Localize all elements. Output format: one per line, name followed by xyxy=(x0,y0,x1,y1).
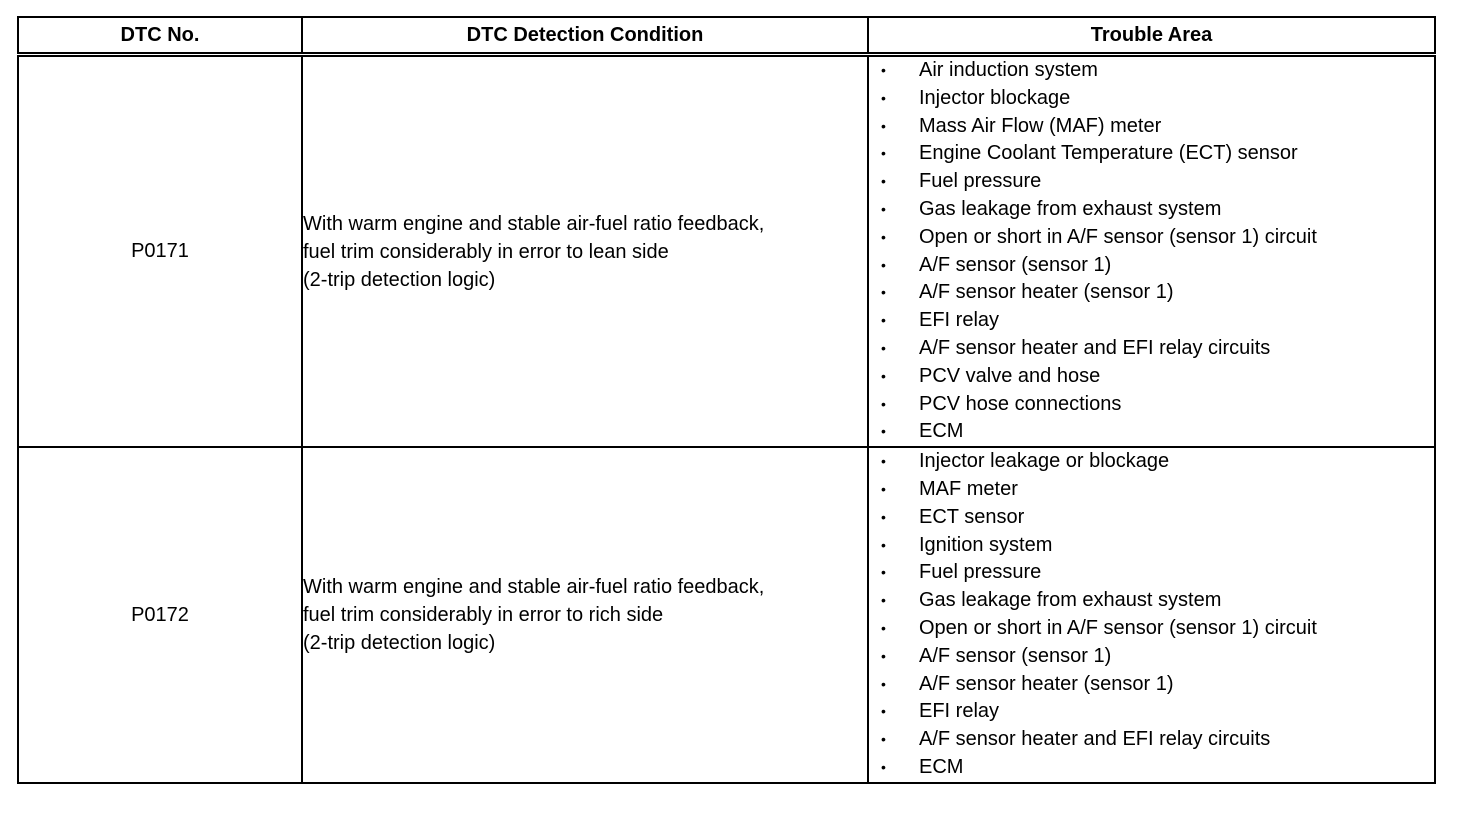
bullet-icon: • xyxy=(881,62,886,78)
condition-line: With warm engine and stable air-fuel ratio feedback, xyxy=(303,576,765,599)
condition-line: fuel trim considerably in error to rich side xyxy=(303,604,664,627)
bullet-icon: • xyxy=(881,367,886,384)
list-item-text: Ignition system xyxy=(919,533,1053,556)
detection-condition xyxy=(302,447,868,783)
bullet-icon: • xyxy=(881,117,886,134)
list-item xyxy=(869,196,1434,224)
list-item-text: Open or short in A/F sensor (sensor 1) circuit xyxy=(919,225,1317,248)
dtc-code: P0171 xyxy=(18,55,302,448)
list-item-text: Injector leakage or blockage xyxy=(919,450,1170,473)
list-item xyxy=(869,559,1434,587)
list-item xyxy=(869,532,1434,560)
bullet-icon: • xyxy=(881,675,886,692)
header-dtc-no: DTC No. xyxy=(18,17,302,55)
list-item-text: A/F sensor heater (sensor 1) xyxy=(919,672,1174,695)
bullet-icon: • xyxy=(881,536,886,553)
table-header xyxy=(18,17,1435,55)
list-item xyxy=(869,476,1434,504)
list-item xyxy=(869,279,1434,307)
bullet-icon: • xyxy=(881,703,886,720)
list-item xyxy=(869,252,1434,280)
list-item xyxy=(869,726,1434,754)
list-item-text: EFI relay xyxy=(919,309,1000,332)
list-item-text: A/F sensor heater (sensor 1) xyxy=(919,281,1174,304)
list-item xyxy=(869,391,1434,419)
trouble-area-list xyxy=(869,57,1434,446)
condition-line: (2-trip detection logic) xyxy=(303,268,496,291)
bullet-icon: • xyxy=(881,480,886,497)
bullet-icon: • xyxy=(881,312,886,329)
bullet-icon: • xyxy=(881,592,886,609)
table-body xyxy=(18,55,1435,784)
trouble-area-cell xyxy=(868,55,1435,448)
bullet-icon: • xyxy=(881,284,886,301)
bullet-icon: • xyxy=(881,619,886,636)
list-item xyxy=(869,448,1434,476)
list-item-text: Fuel pressure xyxy=(919,170,1042,193)
list-item-text: A/F sensor heater and EFI relay circuits xyxy=(919,728,1271,751)
list-item-text: ECM xyxy=(919,755,964,778)
list-item-text: Engine Coolant Temperature (ECT) sensor xyxy=(919,142,1298,165)
table-row xyxy=(18,55,1435,448)
bullet-icon: • xyxy=(881,256,886,273)
list-item-text: A/F sensor (sensor 1) xyxy=(919,253,1112,276)
list-item-text: Air induction system xyxy=(919,59,1098,81)
list-item-text: EFI relay xyxy=(919,700,1000,723)
table-row xyxy=(18,447,1435,783)
list-item-text: A/F sensor (sensor 1) xyxy=(919,644,1112,667)
list-item-text: Fuel pressure xyxy=(919,561,1042,584)
bullet-icon: • xyxy=(881,89,886,106)
dtc-code: P0172 xyxy=(18,447,302,783)
list-item xyxy=(869,615,1434,643)
bullet-icon: • xyxy=(881,339,886,356)
bullet-icon: • xyxy=(881,228,886,245)
list-item xyxy=(869,363,1434,391)
list-item-text: Open or short in A/F sensor (sensor 1) circuit xyxy=(919,616,1317,639)
dtc-table xyxy=(17,16,1436,784)
list-item xyxy=(869,587,1434,615)
list-item-text: A/F sensor heater and EFI relay circuits xyxy=(919,336,1271,359)
bullet-icon: • xyxy=(881,453,886,470)
trouble-area-cell xyxy=(868,447,1435,783)
bullet-icon: • xyxy=(881,200,886,217)
list-item-text: Injector blockage xyxy=(919,86,1071,109)
bullet-icon: • xyxy=(881,145,886,162)
condition-line: (2-trip detection logic) xyxy=(303,632,496,655)
list-item-text: PCV valve and hose xyxy=(919,364,1101,387)
detection-condition xyxy=(302,55,868,448)
bullet-icon: • xyxy=(881,508,886,525)
list-item xyxy=(869,418,1434,446)
list-item xyxy=(869,85,1434,113)
list-item xyxy=(869,224,1434,252)
bullet-icon: • xyxy=(881,173,886,190)
list-item xyxy=(869,168,1434,196)
condition-line: With warm engine and stable air-fuel ratio feedback, xyxy=(303,212,765,235)
list-item-text: Mass Air Flow (MAF) meter xyxy=(919,114,1162,137)
list-item xyxy=(869,335,1434,363)
bullet-icon: • xyxy=(881,564,886,581)
list-item-text: Gas leakage from exhaust system xyxy=(919,589,1222,612)
list-item xyxy=(869,113,1434,141)
condition-line: fuel trim considerably in error to lean side xyxy=(303,240,669,263)
header-detection-condition: DTC Detection Condition xyxy=(302,17,868,55)
bullet-icon: • xyxy=(881,647,886,664)
list-item xyxy=(869,754,1434,782)
list-item xyxy=(869,140,1434,168)
bullet-icon: • xyxy=(881,423,886,440)
header-row xyxy=(18,17,1435,55)
list-item xyxy=(869,643,1434,671)
list-item xyxy=(869,671,1434,699)
bullet-icon: • xyxy=(881,731,886,748)
bullet-icon: • xyxy=(881,758,886,775)
list-item-text: ECM xyxy=(919,420,964,443)
list-item xyxy=(869,698,1434,726)
list-item xyxy=(869,307,1434,335)
list-item xyxy=(869,57,1434,85)
list-item xyxy=(869,504,1434,532)
trouble-area-list xyxy=(869,448,1434,782)
header-trouble-area: Trouble Area xyxy=(868,17,1435,55)
bullet-icon: • xyxy=(881,395,886,412)
list-item-text: Gas leakage from exhaust system xyxy=(919,197,1222,220)
list-item-text: PCV hose connections xyxy=(919,392,1122,415)
list-item-text: MAF meter xyxy=(919,477,1018,500)
list-item-text: ECT sensor xyxy=(919,505,1025,528)
